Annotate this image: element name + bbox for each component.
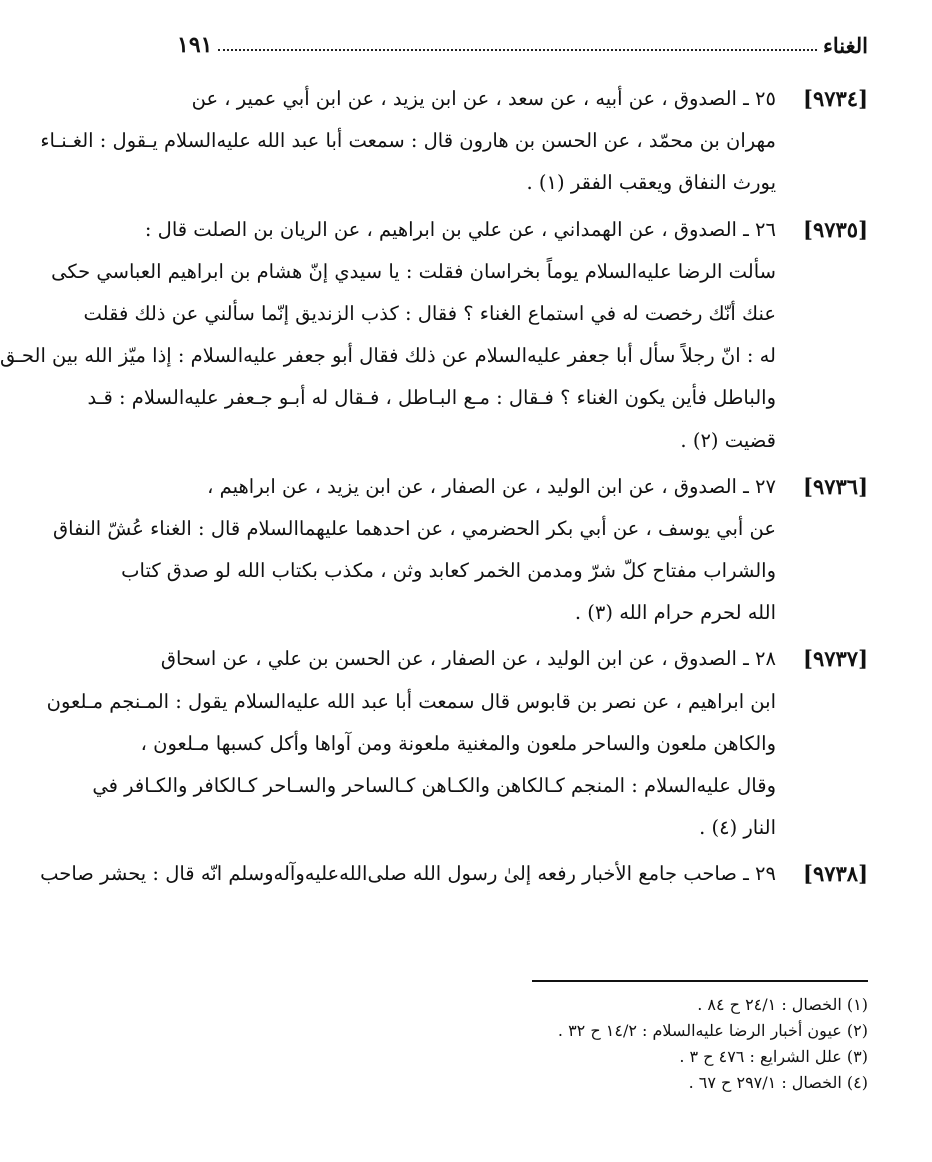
entry-line: عنك أنّك رخصت له في استماع الغناء ؟ فقال : كذب الزنديق إنّما سألني عن ذلك فقلت [83,301,776,325]
entry-line: عن أبي يوسف ، عن أبي بكر الحضرمي ، عن احدهما عليهما‌السلام قال : الغناء عُشّ النفاق [53,516,776,540]
entry-line: مهران بن محمّد ، عن الحسن بن هارون قال : سمعت أبا عبد الله عليه‌السلام يـقول : الغـنـاء [40,129,776,153]
entry-line: قضيت (٢) . [680,428,776,452]
footnote: (٣) علل الشرايع : ٤٧٦ ح ٣ . [679,1047,868,1066]
footnote: (٤) الخصال : ٢٩٧/١ ح ٦٧ . [688,1073,868,1092]
footnotes [468,992,868,1096]
entry-line: الله لحرم حرام الله (٣) . [574,601,776,625]
entry-line: ٢٩ ـ صاحب جامع الأخبار رفعه إلىٰ رسول الله صلى‌الله‌عليه‌وآله‌وسلم انّه قال : يحشر صاحب [40,862,776,886]
footnote-separator [532,980,868,982]
entry-line: يورث النفاق ويعقب الفقر (١) . [526,171,776,195]
entry-line: له : انّ رجلاً سأل أبا جعفر عليه‌السلام عن ذلك فقال أبو جعفر عليه‌السلام : إذا ميّز الله بين الحـق [0,344,776,368]
entry-number: [٩٧٣٨] [803,861,868,887]
entry-line: النار (٤) . [699,816,776,840]
entry-line: وقال عليه‌السلام : المنجم كـالكاهن والكـاهن كـالساحر والسـاحر كـالكافر والكـافر في [92,774,776,797]
entry-line: ٢٨ ـ الصدوق ، عن ابن الوليد ، عن الصفار ، عن الحسن بن علي ، عن اسحاق [160,647,776,671]
entry-line: ٢٦ ـ الصدوق ، عن الهمداني ، عن علي بن ابراهيم ، عن الريان بن الصلت قال : [144,217,776,241]
entry-line: والشراب مفتاح كلّ شرّ ومدمن الخمر كعابد وثن ، مكذب بكتاب الله لو صدق كتاب [121,559,776,583]
hadith-entry [53,466,868,635]
entry-line: ٢٧ ـ الصدوق ، عن ابن الوليد ، عن الصفار ، عن ابن يزيد ، عن ابراهيم ، [207,474,776,498]
entry-number: [٩٧٣٥] [803,216,868,242]
footnote: (١) الخصال : ٢٤/١ ح ٨٤ . [697,995,868,1014]
entry-number: [٩٧٣٤] [803,86,868,111]
entry-line: ٢٥ ـ الصدوق ، عن أبيه ، عن سعد ، عن ابن يزيد ، عن ابن أبي عمير ، عن [191,87,776,110]
footnote: (٢) عيون أخبار الرضا عليه‌السلام : ١٤/٢ ح ٣٢ . [557,1021,868,1040]
entry-line: سألت الرضا عليه‌السلام يوماً بخراسان فقلت : يا سيدي إنّ هشام بن ابراهيم العباسي حكى [51,259,776,283]
hadith-entry [40,78,868,205]
chapter-title: الغناء [823,33,868,58]
page-header [177,18,868,58]
page-body [0,78,868,900]
entry-number: [٩٧٣٦] [803,473,868,499]
entry-number: [٩٧٣٧] [803,646,868,672]
hadith-entry [40,853,868,895]
hadith-entry [0,209,868,462]
hadith-entry [46,638,868,849]
entry-line: والباطل فأين يكون الغناء ؟ فـقال : مـع البـاطل ، فـقال له أبـو جـعفر عليه‌السلام : قـد [87,386,776,410]
entry-line: ابن ابراهيم ، عن نصر بن قابوس قال سمعت أبا عبد الله عليه‌السلام يقول : المـنجم مـلعون [46,689,776,713]
entry-line: والكاهن ملعون والساحر ملعون والمغنية ملعونة ومن آواها وأكل كسبها مـلعون ، [140,731,776,755]
header-leader-dots [218,48,817,51]
page-number: ١٩١ [177,32,213,58]
